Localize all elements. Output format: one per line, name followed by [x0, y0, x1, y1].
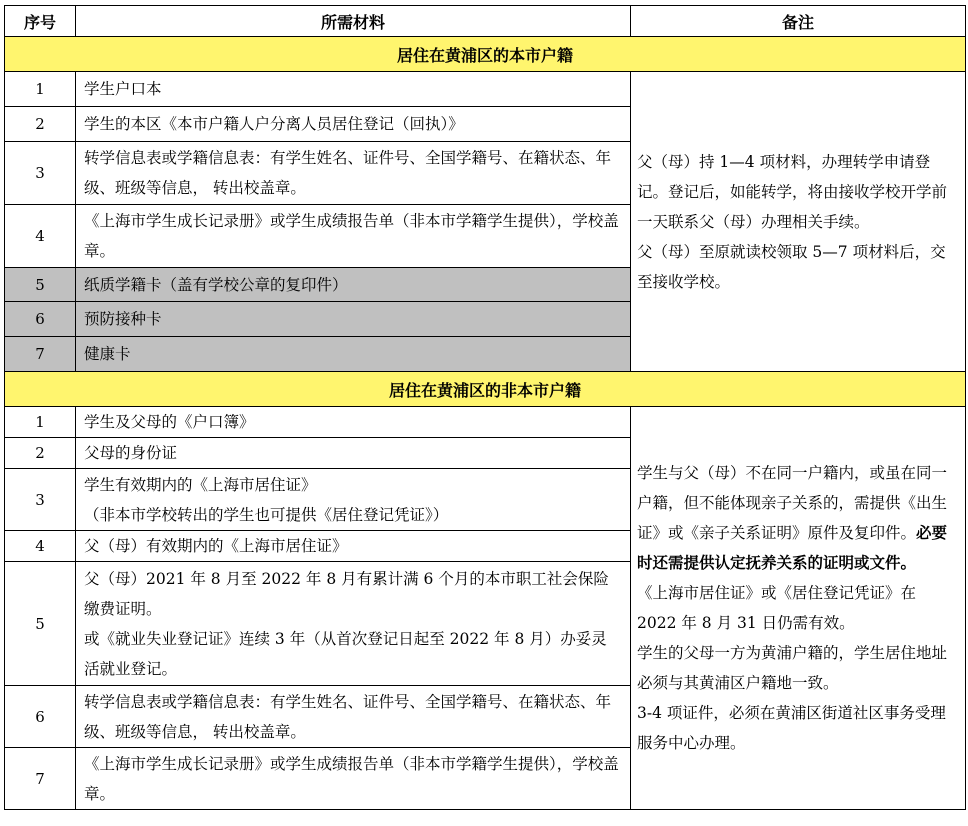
- row-number: 1: [5, 407, 76, 438]
- row-number: 3: [5, 469, 76, 531]
- remark-paragraph: 3-4 项证件，必须在黄浦区街道社区事务受理服务中心办理。: [637, 704, 946, 752]
- row-material: [76, 562, 631, 686]
- remark-paragraph: 学生的父母一方为黄浦户籍的，学生居住地址必须与其黄浦区户籍地一致。: [637, 644, 948, 692]
- remark-paragraph: 父（母）至原就读校领取 5—7 项材料后，交至接收学校。: [637, 242, 946, 291]
- row-material: 学生的本区《本市户籍人户分离人员居住登记（回执）》: [76, 107, 631, 142]
- row-material: 学生户口本: [76, 72, 631, 107]
- row-material: 父（母）有效期内的《上海市居住证》: [76, 531, 631, 562]
- section-header-local: [5, 37, 966, 72]
- row-number: 2: [5, 107, 76, 142]
- table-row: [5, 407, 966, 438]
- row-number: 6: [5, 686, 76, 748]
- row-material: 父母的身份证: [76, 438, 631, 469]
- row-material: 《上海市学生成长记录册》或学生成绩报告单（非本市学籍学生提供），学校盖章。: [76, 748, 631, 810]
- remark-text: 学生与父（母）不在同一户籍内，或虽在同一户籍，但不能体现亲子关系的，需提供《出生证》或《亲子关系证明》原件及复印件。: [637, 464, 948, 542]
- row-material: 纸质学籍卡（盖有学校公章的复印件）: [76, 268, 631, 302]
- table-header-row: [5, 6, 966, 37]
- row-number: 4: [5, 205, 76, 268]
- row-number: 6: [5, 302, 76, 337]
- section-title: 居住在黄浦区的非本市户籍: [5, 372, 966, 407]
- row-material: 预防接种卡: [76, 302, 631, 337]
- row-number: 1: [5, 72, 76, 107]
- row-number: 5: [5, 268, 76, 302]
- material-line: 或《就业失业登记证》连续 3 年（从首次登记日起至 2022 年 8 月）办妥灵活就业登记。: [84, 629, 607, 678]
- header-material: 所需材料: [76, 6, 631, 37]
- material-line: 学生有效期内的《上海市居住证》: [84, 475, 317, 494]
- row-number: 4: [5, 531, 76, 562]
- row-number: 5: [5, 562, 76, 686]
- remark-cell-local: [631, 72, 966, 372]
- section-title: 居住在黄浦区的本市户籍: [5, 37, 966, 72]
- remark-bold-text: 必要时还需提供认定抚养关系的证明或文件。: [637, 524, 948, 572]
- row-material: 健康卡: [76, 337, 631, 372]
- header-remark: 备注: [631, 6, 966, 37]
- row-number: 2: [5, 438, 76, 469]
- remark-paragraph: 《上海市居住证》或《居住登记凭证》在 2022 年 8 月 31 日仍需有效。: [637, 584, 917, 632]
- row-number: 7: [5, 337, 76, 372]
- header-no: 序号: [5, 6, 76, 37]
- material-line: （非本市学校转出的学生也可提供《居住登记凭证》）: [84, 505, 449, 524]
- remark-cell-nonlocal: [631, 407, 966, 810]
- row-material: [76, 469, 631, 531]
- row-number: 3: [5, 142, 76, 205]
- materials-table: [4, 5, 966, 810]
- row-material: 转学信息表或学籍信息表：有学生姓名、证件号、全国学籍号、在籍状态、年级、班级等信息， 转出校盖章。: [76, 142, 631, 205]
- remark-paragraph: [637, 458, 959, 578]
- row-material: 转学信息表或学籍信息表：有学生姓名、证件号、全国学籍号、在籍状态、年级、班级等信息， 转出校盖章。: [76, 686, 631, 748]
- table-row: [5, 72, 966, 107]
- section-header-nonlocal: [5, 372, 966, 407]
- remark-paragraph: 父（母）持 1—4 项材料，办理转学申请登记。登记后，如能转学，将由接收学校开学前一天联系父（母）办理相关手续。: [637, 152, 948, 231]
- row-number: 7: [5, 748, 76, 810]
- material-line: 父（母）2021 年 8 月至 2022 年 8 月有累计满 6 个月的本市职工社会保险缴费证明。: [84, 569, 609, 618]
- row-material: 学生及父母的《户口簿》: [76, 407, 631, 438]
- row-material: 《上海市学生成长记录册》或学生成绩报告单（非本市学籍学生提供），学校盖章。: [76, 205, 631, 268]
